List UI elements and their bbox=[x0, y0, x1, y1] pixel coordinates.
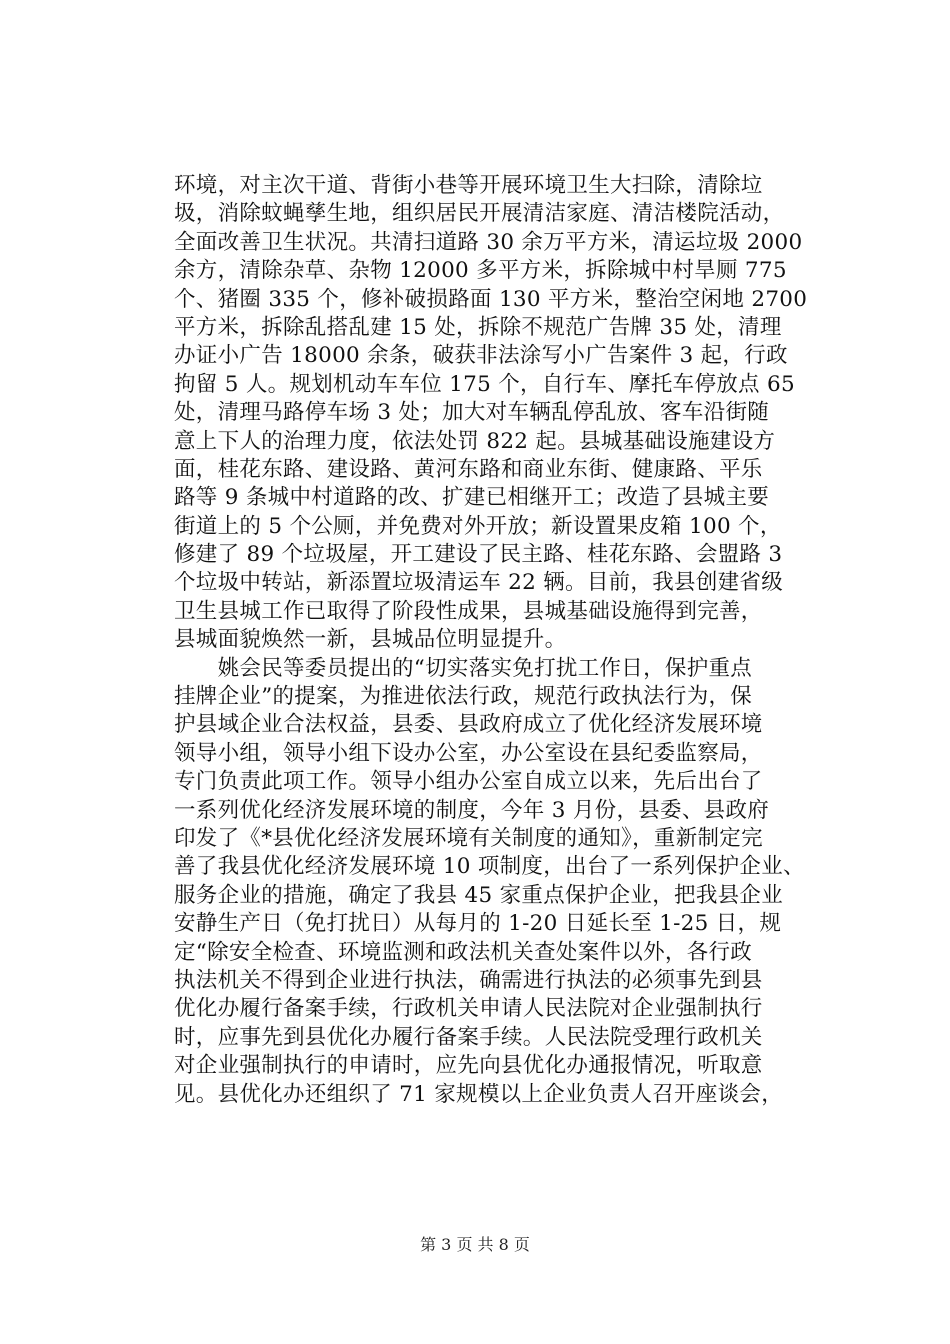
text-line: 个、猪圈 335 个，修补破损路面 130 平方米，整治空闲地 2700 bbox=[174, 286, 808, 312]
text-line: 卫生县城工作已取得了阶段性成果，县城基础设施得到完善， bbox=[174, 598, 763, 624]
text-line: 挂牌企业”的提案，为推进依法行政，规范行政执法行为，保 bbox=[174, 684, 753, 710]
text-line: 印发了《*县优化经济发展环境有关制度的通知》，重新制定完 bbox=[174, 825, 763, 851]
text-line: 县城面貌焕然一新，县城品位明显提升。 bbox=[174, 627, 567, 653]
text-line: 护县域企业合法权益，县委、县政府成立了优化经济发展环境 bbox=[174, 712, 763, 738]
text-line: 一系列优化经济发展环境的制度，今年 3 月份，县委、县政府 bbox=[174, 797, 770, 823]
text-line: 善了我县优化经济发展环境 10 项制度，出台了一系列保护企业、 bbox=[174, 854, 805, 880]
text-line: 街道上的 5 个公厕，并免费对外开放；新设置果皮箱 100 个， bbox=[174, 513, 782, 539]
paragraph-start-line: 姚会民等委员提出的“切实落实免打扰工作日，保护重点 bbox=[174, 655, 753, 681]
text-line: 修建了 89 个垃圾屋，开工建设了民主路、桂花东路、会盟路 3 bbox=[174, 542, 783, 568]
text-line: 优化办履行备案手续，行政机关申请人民法院对企业强制执行 bbox=[174, 996, 763, 1022]
text-line: 定“除安全检查、环境监测和政法机关查处案件以外，各行政 bbox=[174, 939, 753, 965]
text-line: 执法机关不得到企业进行执法，确需进行执法的必须事先到县 bbox=[174, 967, 763, 993]
text-line: 对企业强制执行的申请时，应先向县优化办通报情况，听取意 bbox=[174, 1053, 763, 1079]
text-line: 面，桂花东路、建设路、黄河东路和商业东街、健康路、平乐 bbox=[174, 456, 763, 482]
text-line: 意上下人的治理力度，依法处罚 822 起。县城基础设施建设方 bbox=[174, 428, 776, 454]
body-text bbox=[174, 172, 834, 1109]
text-line: 圾，消除蚊蝇孳生地，组织居民开展清洁家庭、清洁楼院活动， bbox=[174, 201, 785, 227]
text-line: 办证小广告 18000 余条，破获非法涂写小广告案件 3 起，行政 bbox=[174, 343, 788, 369]
text-line: 服务企业的措施，确定了我县 45 家重点保护企业，把我县企业 bbox=[174, 882, 784, 908]
page-footer bbox=[0, 1235, 950, 1255]
text-line: 处，清理马路停车场 3 处；加大对车辆乱停乱放、客车沿街随 bbox=[174, 400, 770, 426]
text-line: 全面改善卫生状况。共清扫道路 30 余万平方米，清运垃圾 2000 bbox=[174, 229, 803, 255]
page-number: 第 3 页 共 8 页 bbox=[420, 1235, 530, 1254]
text-line: 专门负责此项工作。领导小组办公室自成立以来，先后出台了 bbox=[174, 769, 763, 795]
text-line: 见。县优化办还组织了 71 家规模以上企业负责人召开座谈会， bbox=[174, 1081, 784, 1107]
text-line: 环境，对主次干道、背街小巷等开展环境卫生大扫除，清除垃 bbox=[174, 173, 763, 198]
text-line: 安静生产日（免打扰日）从每月的 1-20 日延长至 1-25 日，规 bbox=[174, 911, 782, 937]
text-line: 路等 9 条城中村道路的改、扩建已相继开工；改造了县城主要 bbox=[174, 485, 770, 511]
text-line: 余方，清除杂草、杂物 12000 多平方米，拆除城中村旱厕 775 bbox=[174, 258, 787, 284]
text-line: 平方米，拆除乱搭乱建 15 处，拆除不规范广告牌 35 处，清理 bbox=[174, 314, 782, 340]
text-line: 个垃圾中转站，新添置垃圾清运车 22 辆。目前，我县创建省级 bbox=[174, 570, 784, 596]
text-line: 拘留 5 人。规划机动车车位 175 个，自行车、摩托车停放点 65 bbox=[174, 371, 795, 397]
text-line: 时，应事先到县优化办履行备案手续。人民法院受理行政机关 bbox=[174, 1024, 763, 1050]
text-line: 领导小组，领导小组下设办公室，办公室设在县纪委监察局， bbox=[174, 740, 763, 766]
